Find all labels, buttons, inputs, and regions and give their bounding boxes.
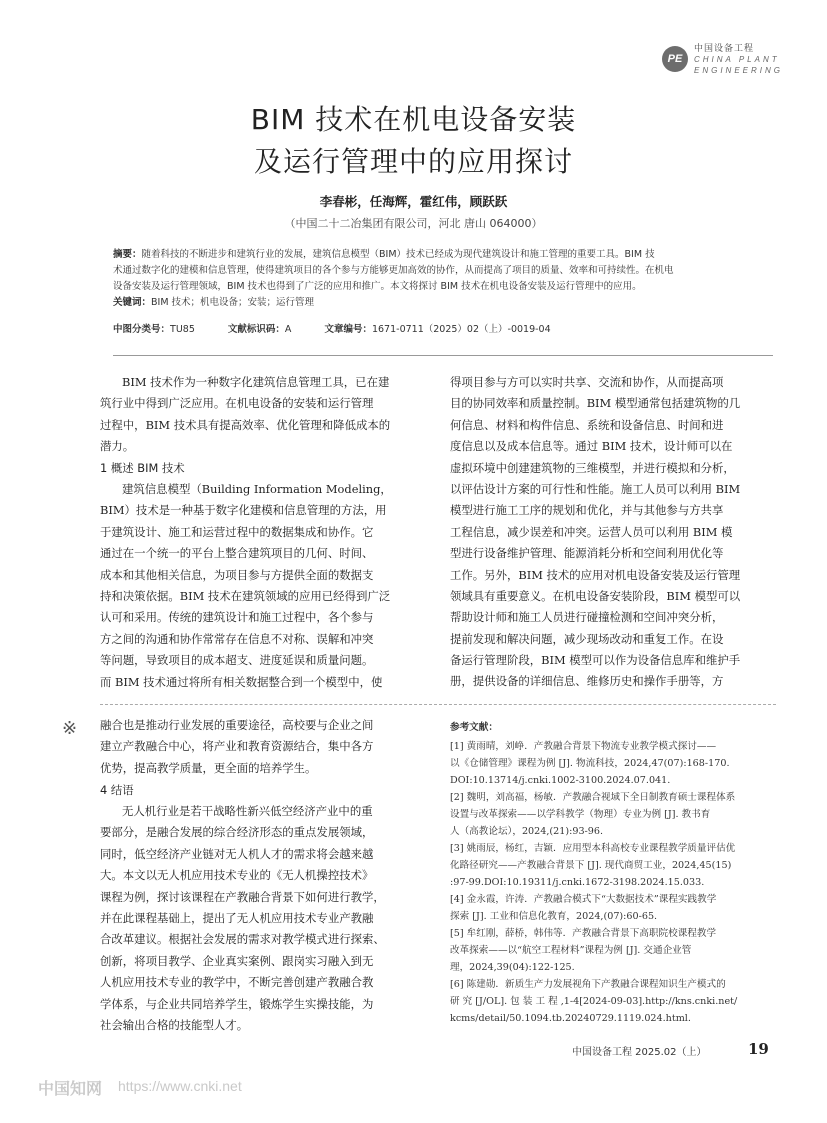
text-line: BIM）技术是一种基于数字化建模和信息管理的方法，用 — [100, 503, 387, 518]
text-line: 社会输出合格的技能型人才。 — [100, 1017, 249, 1032]
left-column-section1 — [100, 479, 420, 693]
text-line: 并在此课程基础上，提出了无人机应用技术专业产教融 — [100, 910, 374, 925]
text-line: 成本和其他相关信息，为项目参与方提供全面的数据支 — [100, 567, 374, 582]
page-title-line-2: 及运行管理中的应用探讨 — [253, 145, 573, 178]
text-line: 得项目参与方可以实时共享、交流和协作，从而提高项 — [450, 375, 724, 389]
right-column — [450, 372, 776, 693]
reference-line: kcms/detail/50.1094.tb.20240729.1119.024.html. — [450, 1013, 691, 1024]
text-line: 度信息以及成本信息等。通过 BIM 技术，设计师可以在 — [450, 439, 733, 454]
text-line: 何信息、材料和构件信息、系统和设备信息、时间和进 — [450, 417, 724, 432]
text-line: 融合也是推动行业发展的重要途径，高校要与企业之间 — [100, 718, 374, 732]
reference-line: 探索 [J]. 工业和信息化教育，2024,(07):60-65. — [450, 911, 658, 922]
doc-label: 文献标识码： — [227, 324, 285, 335]
text-line: 建立产教融合中心，将产业和教育资源结合，集中各方 — [100, 739, 374, 754]
reference-line: 研 究 [J/OL]. 包 装 工 程 ,1-4[2024-09-03].http://kns.cnki.net/ — [450, 996, 738, 1007]
text-line: 册，提供设备的详细信息、维修历史和操作手册等，方 — [450, 674, 724, 689]
authors: 李春彬，任海辉，霍红伟，顾跃跃 — [319, 194, 508, 209]
abstract-text: 随着科技的不断进步和建筑行业的发展，建筑信息模型（BIM）技术已经成为现代建筑设计和施工管理的重要工具。BIM 技 — [141, 249, 655, 260]
reference-line: [4] 金永霞，许涛．产教融合模式下“大数据技术”课程实践教学 — [450, 894, 717, 905]
reference-line: 理，2024,39(04):122-125. — [450, 962, 575, 973]
text-line: 帮助设计师和施工人员进行碰撞检测和空间冲突分析， — [450, 610, 724, 625]
text-line: 建筑信息模型（Building Information Modeling， — [122, 482, 392, 496]
page-number: 19 — [748, 1040, 769, 1058]
section-heading-1: 1 概述 BIM 技术 — [100, 461, 185, 475]
reference-line: [6] 陈建勋．新质生产力发展视角下产教融合课程知识生产模式的 — [450, 979, 726, 990]
reference-line: [3] 姚雨辰，杨红，吉颖．应用型本科高校专业课程教学质量评估优 — [450, 843, 736, 854]
text-line: BIM 技术作为一种数字化建筑信息管理工具，已在建 — [122, 375, 390, 389]
watermark-logo: 中国知网 — [38, 1079, 103, 1098]
text-line: 而 BIM 技术通过将所有相关数据整合到一个模型中，使 — [100, 674, 383, 689]
reference-line: 设置与改革探索——以学科教学（物理）专业为例 [J]. 教书育 — [450, 809, 711, 820]
text-line: 目的协同效率和质量控制。BIM 模型通常包括建筑物的几 — [450, 396, 741, 411]
keywords — [113, 295, 773, 311]
reference-line: 以《仓储管理》课程为例 [J]. 物流科技，2024,47(07):168-170. — [450, 758, 730, 769]
reference-line: [1] 黄雨晴，刘峥．产教融合背景下物流专业教学模式探讨—— — [450, 741, 717, 752]
text-line: 合改革建议。根据社会发展的需求对教学模式进行探索、 — [100, 932, 385, 947]
text-line: 人机应用技术专业的教学中，不断完善创建产教融合教 — [100, 975, 374, 990]
abstract-line: 术通过数字化的建模和信息管理，使得建筑项目的各个参与方能够更加高效的协作，从而提高了项目的质量、效率和可持续性。在机电 — [113, 265, 674, 276]
classification-meta — [113, 321, 773, 335]
reference-line: 化路径研究——产教融合背景下 [J]. 现代商贸工业，2024,45(15) — [450, 860, 732, 871]
reference-line: 人（高教论坛），2024,(21):93-96. — [450, 826, 604, 837]
text-line: 型进行设备维护管理、能源消耗分析和空间利用优化等 — [450, 546, 724, 561]
references — [450, 719, 775, 1027]
text-line: 方之间的沟通和协作常常存在信息不对称、误解和冲突 — [100, 631, 374, 646]
divider — [113, 355, 773, 356]
text-line: 工作。另外，BIM 技术的应用对机电设备安装及运行管理 — [450, 567, 741, 582]
text-line: 课程为例，探讨该课程在产教融合背景下如何进行教学， — [100, 889, 385, 904]
reference-line: [2] 魏明，刘高福，杨敏．产教融合视域下全日制教育硕士课程体系 — [450, 792, 736, 803]
text-line: 模型进行施工工序的规划和优化，并与其他参与方共享 — [450, 503, 724, 518]
text-line: 过程中，BIM 技术具有提高效率、优化管理和降低成本的 — [100, 417, 391, 432]
section-heading-4: 4 结语 — [100, 783, 134, 797]
text-line: 认可和采用。传统的建筑设计和施工过程中，各个参与 — [100, 610, 374, 625]
text-line: 通过在一个统一的平台上整合建筑项目的几何、时间、 — [100, 546, 374, 561]
section-divider — [100, 704, 776, 705]
journal-logo-icon: PE — [662, 46, 688, 72]
abstract-label: 摘要： — [113, 249, 142, 260]
text-line: 同时，低空经济产业链对无人机人才的需求将会越来越 — [100, 846, 374, 861]
journal-name-cn: 中国设备工程 — [694, 44, 755, 54]
text-line: 领域具有重要意义。在机电设备安装阶段，BIM 模型可以 — [450, 588, 741, 603]
clc-value: TU85 — [170, 324, 195, 335]
text-line: 于建筑设计、施工和运营过程中的数据集成和协作。它 — [100, 524, 374, 539]
page-title-line-1: BIM 技术在机电设备安装 — [250, 103, 577, 136]
text-line: 筑行业中得到广泛应用。在机电设备的安装和运行管理 — [100, 396, 374, 411]
watermark-url[interactable]: https://www.cnki.net — [118, 1078, 242, 1094]
keywords-value: BIM 技术；机电设备；安装；运行管理 — [151, 297, 315, 308]
abstract-line: 设备安装及运行管理领域，BIM 技术也得到了广泛的应用和推广。本文将探讨 BIM 技术在机电设备安装及运行管理中的应用。 — [113, 281, 642, 292]
text-line: 大。本文以无人机应用技术专业的《无人机操控技术》 — [100, 868, 374, 883]
article-label: 文章编号： — [324, 324, 372, 335]
text-line: 备运行管理阶段，BIM 模型可以作为设备信息库和维护手 — [450, 653, 741, 668]
abstract-line — [113, 247, 773, 263]
text-line: 潜力。 — [100, 439, 135, 454]
article-value: 1671-0711（2025）02（上）-0019-04 — [371, 324, 551, 335]
text-line: 优势，提高教学质量，更全面的培养学生。 — [100, 760, 317, 775]
text-line: 工程信息，减少误差和冲突。运营人员可以利用 BIM 模 — [450, 524, 733, 539]
text-line: 等问题，导致项目的成本超支、进度延误和质量问题。 — [100, 653, 374, 668]
lower-left-intro — [100, 715, 420, 779]
text-line: 以评估设计方案的可行性和性能。施工人员可以利用 BIM — [450, 481, 741, 496]
asterisk-icon: ※ — [62, 718, 78, 739]
text-line: 提前发现和解决问题，减少现场改动和重复工作。在设 — [450, 631, 724, 646]
text-line: 学体系，与企业共同培养学生，锻炼学生实操技能，为 — [100, 996, 374, 1011]
abstract — [113, 247, 773, 311]
keywords-label: 关键词： — [113, 297, 152, 308]
reference-line: [5] 牟红刚，薛桥，韩伟等．产教融合背景下高职院校课程教学 — [450, 928, 717, 939]
reference-line: :97-99.DOI:10.19311/j.cnki.1672-3198.2024.15.033. — [450, 877, 705, 888]
lower-left-conclusion — [100, 801, 420, 1036]
footer-journal: 中国设备工程 2025.02（上） — [572, 1047, 707, 1058]
references-title: 参考文献： — [450, 722, 498, 733]
reference-line: DOI:10.13714/j.cnki.1002-3100.2024.07.041. — [450, 775, 671, 786]
affiliation: （中国二十二冶集团有限公司，河北 唐山 064000） — [284, 217, 543, 230]
reference-line: 改革探索——以“航空工程材料”课程为例 [J]. 交通企业管 — [450, 945, 692, 956]
left-column-intro — [100, 372, 420, 458]
journal-name-en: CHINA PLANT ENGINEERING — [694, 55, 784, 75]
text-line: 要部分，是融合发展的综合经济形态的重点发展领域， — [100, 825, 374, 840]
text-line: 无人机行业是若干战略性新兴低空经济产业中的重 — [122, 804, 373, 818]
text-line: 虚拟环境中创建建筑物的三维模型，并进行模拟和分析， — [450, 460, 735, 475]
text-line: 创新，将项目教学、企业真实案例、跟岗实习融入到无 — [100, 953, 374, 968]
doc-value: A — [284, 324, 292, 335]
text-line: 持和决策依据。BIM 技术在建筑领域的应用已经得到广泛 — [100, 588, 391, 603]
clc-label: 中图分类号： — [113, 324, 171, 335]
